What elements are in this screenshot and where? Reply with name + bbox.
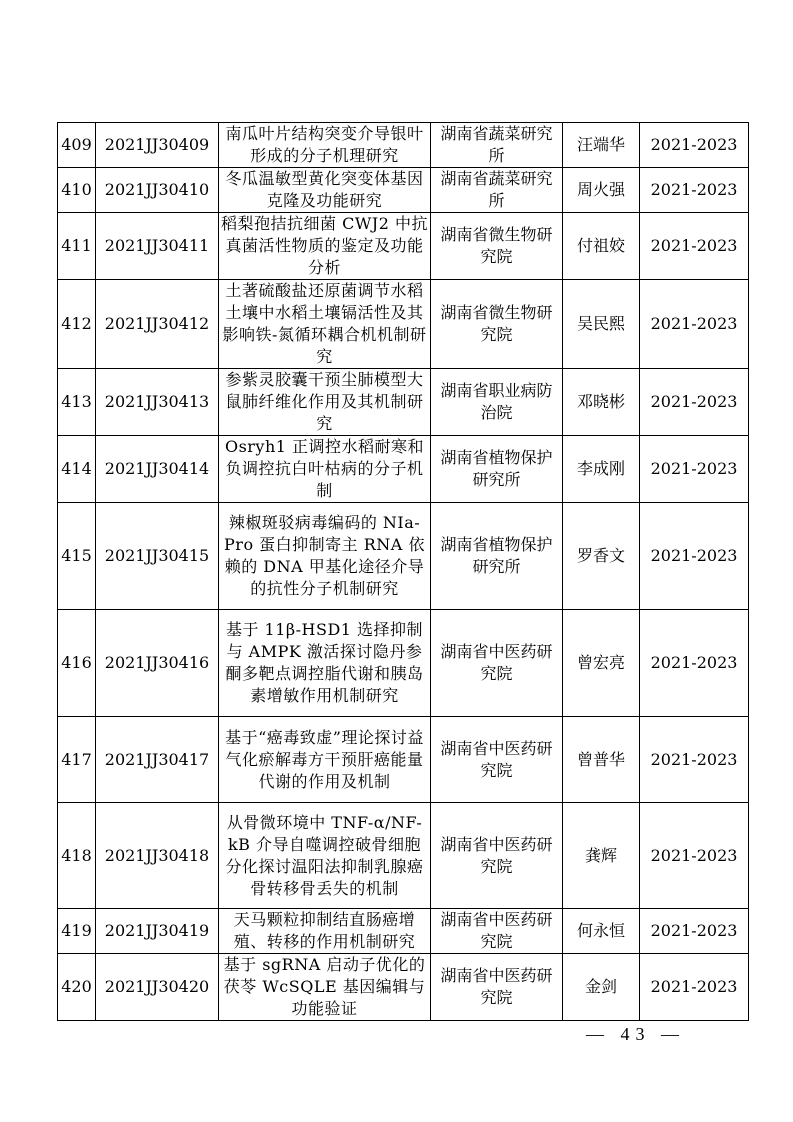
project-title-cell: 参紫灵胶囊干预尘肺模型大鼠肺纤维化作用及其机制研究	[219, 369, 431, 436]
institution-cell: 湖南省植物保护研究所	[431, 436, 563, 503]
leader-cell: 吴民熙	[563, 280, 640, 369]
table-row	[58, 280, 749, 369]
project-code-cell: 2021JJ30413	[96, 369, 219, 436]
table-body	[58, 123, 749, 1021]
project-code-cell: 2021JJ30417	[96, 717, 219, 803]
period-cell: 2021-2023	[640, 123, 749, 168]
leader-cell: 曾普华	[563, 717, 640, 803]
institution-cell: 湖南省中医药研究院	[431, 954, 563, 1021]
institution-cell: 湖南省中医药研究院	[431, 909, 563, 954]
row-number-cell: 412	[58, 280, 96, 369]
row-number-cell: 409	[58, 123, 96, 168]
table-row	[58, 213, 749, 280]
project-title-cell: Osryh1 正调控水稻耐寒和负调控抗白叶枯病的分子机制	[219, 436, 431, 503]
table-row	[58, 168, 749, 213]
table-row	[58, 436, 749, 503]
period-cell: 2021-2023	[640, 369, 749, 436]
table-row	[58, 803, 749, 909]
project-code-cell: 2021JJ30409	[96, 123, 219, 168]
table-row	[58, 503, 749, 610]
institution-cell: 湖南省职业病防治院	[431, 369, 563, 436]
row-number-cell: 417	[58, 717, 96, 803]
project-title-cell: 南瓜叶片结构突变介导银叶形成的分子机理研究	[219, 123, 431, 168]
period-cell: 2021-2023	[640, 954, 749, 1021]
institution-cell: 湖南省微生物研究院	[431, 280, 563, 369]
period-cell: 2021-2023	[640, 503, 749, 610]
project-code-cell: 2021JJ30410	[96, 168, 219, 213]
period-cell: 2021-2023	[640, 909, 749, 954]
project-code-cell: 2021JJ30412	[96, 280, 219, 369]
table-row	[58, 717, 749, 803]
period-cell: 2021-2023	[640, 436, 749, 503]
project-title-cell: 辣椒斑驳病毒编码的 NIa-Pro 蛋白抑制寄主 RNA 依赖的 DNA 甲基化途径介导的抗性分子机制研究	[219, 503, 431, 610]
project-title-cell: 冬瓜温敏型黄化突变体基因克隆及功能研究	[219, 168, 431, 213]
leader-cell: 周火强	[563, 168, 640, 213]
project-code-cell: 2021JJ30416	[96, 610, 219, 717]
page-number: — 43 —	[586, 1024, 685, 1044]
project-title-cell: 从骨微环境中 TNF-α/NF-kB 介导自噬调控破骨细胞分化探讨温阳法抑制乳腺癌骨转移骨丢失的机制	[219, 803, 431, 909]
period-cell: 2021-2023	[640, 610, 749, 717]
project-code-cell: 2021JJ30418	[96, 803, 219, 909]
project-code-cell: 2021JJ30411	[96, 213, 219, 280]
institution-cell: 湖南省蔬菜研究所	[431, 123, 563, 168]
project-title-cell: 稻梨孢拮抗细菌 CWJ2 中抗真菌活性物质的鉴定及功能分析	[219, 213, 431, 280]
period-cell: 2021-2023	[640, 803, 749, 909]
leader-cell: 曾宏亮	[563, 610, 640, 717]
institution-cell: 湖南省中医药研究院	[431, 610, 563, 717]
leader-cell: 金剑	[563, 954, 640, 1021]
leader-cell: 李成刚	[563, 436, 640, 503]
leader-cell: 汪端华	[563, 123, 640, 168]
project-title-cell: 基于 11β-HSD1 选择抑制与 AMPK 激活探讨隐丹参酮多靶点调控脂代谢和胰岛素增敏作用机制研究	[219, 610, 431, 717]
project-title-cell: 基于“癌毒致虚”理论探讨益气化瘀解毒方干预肝癌能量代谢的作用及机制	[219, 717, 431, 803]
row-number-cell: 413	[58, 369, 96, 436]
grants-table	[57, 122, 749, 1021]
row-number-cell: 419	[58, 909, 96, 954]
institution-cell: 湖南省微生物研究院	[431, 213, 563, 280]
period-cell: 2021-2023	[640, 213, 749, 280]
table-row	[58, 369, 749, 436]
project-code-cell: 2021JJ30419	[96, 909, 219, 954]
institution-cell: 湖南省蔬菜研究所	[431, 168, 563, 213]
table-row	[58, 610, 749, 717]
row-number-cell: 410	[58, 168, 96, 213]
table-row	[58, 123, 749, 168]
table-row	[58, 909, 749, 954]
row-number-cell: 415	[58, 503, 96, 610]
row-number-cell: 418	[58, 803, 96, 909]
leader-cell: 龚辉	[563, 803, 640, 909]
project-title-cell: 基于 sgRNA 启动子优化的茯苓 WcSQLE 基因编辑与功能验证	[219, 954, 431, 1021]
table-row	[58, 954, 749, 1021]
institution-cell: 湖南省中医药研究院	[431, 717, 563, 803]
row-number-cell: 416	[58, 610, 96, 717]
project-title-cell: 土著硫酸盐还原菌调节水稻土壤中水稻土壤镉活性及其影响铁-氮循环耦合机机制研究	[219, 280, 431, 369]
project-code-cell: 2021JJ30414	[96, 436, 219, 503]
row-number-cell: 411	[58, 213, 96, 280]
row-number-cell: 420	[58, 954, 96, 1021]
leader-cell: 邓晓彬	[563, 369, 640, 436]
project-code-cell: 2021JJ30415	[96, 503, 219, 610]
institution-cell: 湖南省中医药研究院	[431, 803, 563, 909]
leader-cell: 何永恒	[563, 909, 640, 954]
period-cell: 2021-2023	[640, 717, 749, 803]
leader-cell: 付祖姣	[563, 213, 640, 280]
institution-cell: 湖南省植物保护研究所	[431, 503, 563, 610]
period-cell: 2021-2023	[640, 168, 749, 213]
row-number-cell: 414	[58, 436, 96, 503]
leader-cell: 罗香文	[563, 503, 640, 610]
period-cell: 2021-2023	[640, 280, 749, 369]
project-title-cell: 天马颗粒抑制结直肠癌增殖、转移的作用机制研究	[219, 909, 431, 954]
project-code-cell: 2021JJ30420	[96, 954, 219, 1021]
